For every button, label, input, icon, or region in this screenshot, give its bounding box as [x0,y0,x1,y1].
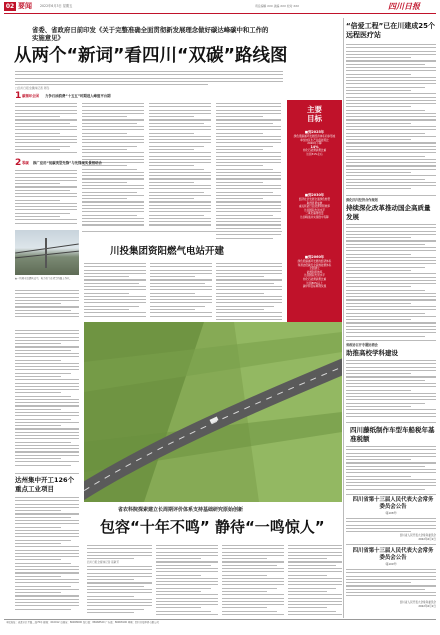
goal-2030 [290,193,339,220]
editor-line: 责任编辑 XXX 美编 XXX 校对 XXX [255,4,300,8]
masthead [0,0,440,13]
goal-year: ■到2025年 [304,130,325,134]
goal-line: 碳中和目标顺利实现 [302,285,327,289]
section-name: 要闻 [18,2,32,10]
lead-kicker: 省委、省政府日前印发《关于完整准确全面贯彻新发展理念做好碳达峰碳中和工作的实施意见》 [32,26,269,43]
right-s1-headline: “倍爱工程”已在川建成25个远程医疗站 [346,22,435,39]
goal-line: 经济社会发展全面绿色转型 [298,198,331,201]
dazhou-headline: 达州集中开工126个重点工业项目 [15,476,75,493]
sub-heading-2 [15,160,215,168]
notice-1-date: 2022年6月2日 [418,538,436,541]
footer-info: 本报地址：成都市红星路二段70号 邮编：610012 总编室：86968000 发行部：86968520 广告部：86968100 印刷：四川日报印务有限公司 [6,621,159,624]
divider [346,340,436,341]
goal-line: 二氧化碳排放量 [305,212,324,216]
right-s2-kicker: 深化四川经济合作规划 [346,198,378,202]
lead-body-col-4 [216,103,281,240]
lead-photo [15,230,79,275]
masthead-rule [4,13,436,14]
key-points-box [287,100,342,345]
lead-byline: □四川日报全媒体记者 周冬 [15,86,50,90]
notice-1-headline: 四川省第十三届人民代表大会常务委员会公告 [352,497,434,510]
goal-year: ■到2030年 [304,193,325,197]
middle-body-col-1 [84,263,146,319]
goal-line: 2020年下降 [307,142,322,146]
right-s4-body [346,446,436,492]
column-divider [343,18,344,618]
notice-2-body [346,569,436,599]
notice-2-date: 2022年6月2日 [418,605,436,608]
lead-intro-text [15,71,283,87]
divider [82,231,282,232]
goal-line: 达到国际先进水平 [304,274,325,278]
goal-2060 [290,255,339,289]
notice-1-sign: 四川省人民代表大会常务委员会 [399,534,436,537]
lead-headline: 从两个“新词”看四川“双碳”路线图 [14,46,288,66]
goal-year: ■到2060年 [304,255,325,259]
lead-body-col-1 [15,103,77,157]
feature-photo [84,322,342,502]
goal-line: 14% [310,144,319,149]
goal-line: 达到国际先进水平 [304,208,325,212]
bottom-byline: 四川日报全媒体记者 寇敏芳 [87,561,119,564]
goal-line: 取得显著成效 [306,201,323,205]
sub-heading-2-label: 零碳 [22,161,29,165]
notice-2-number: （第109号） [383,563,399,566]
bottom-headline: 包容“十年不鸣” 静待“一鸣惊人” [100,518,325,536]
goal-line: 达到31%左右 [306,152,323,156]
sub-heading-1 [15,93,215,101]
notice-1-number: （第108号） [383,512,399,515]
bottom-body-col-3 [222,545,284,617]
sub-heading-1-text: 力争石油消费“十五五”时期进入峰值平台期 [45,94,111,98]
sub-heading-1-label: 碳循环全国 [22,94,39,98]
lead-body-col-1c [15,290,79,320]
bottom-kicker: 省农科院探索建立长周期评价体系支持基础研究原始创新 [118,507,244,513]
page-number-badge: 02 [5,3,15,10]
date-line: 2022年6月3日 星期五 [40,4,73,8]
divider [346,422,436,423]
feature-photo-illustration [84,322,342,502]
sub-heading-1-number: 1 [15,91,22,101]
goal-line: 绿色低碳循环发展的经济体系 [297,260,332,263]
key-points-title: 主要 [307,105,322,114]
sub-heading-2-text: 推广应用“低碳类型先锋”与先锋现实景相结合 [33,161,102,165]
photo-caption: ▲一线城市巡逻执法中，电力员工在架空线路上作业。 [15,277,72,280]
goal-line: 重点耗能行业能源利用效率 [298,205,331,209]
right-s2-headline: 持续深化改革推动国企高质量发展 [346,204,431,221]
goal-line: 绿色低碳循环发展经济体系初步形成 [293,135,336,138]
bottom-body-col-2 [156,545,218,617]
goal-line: 达到峰值并实现稳中有降 [300,215,329,219]
right-s3-body [346,360,436,420]
paper-name: 四川日报 [388,1,420,11]
right-s4-headline: 四川藤纸制作车型车船税年基准税额 [350,426,435,443]
middle-headline: 川投集团资阳燃气电站开建 [110,246,225,257]
lead-body-col-1b [15,170,77,228]
goal-line: 非化石能源消费比重 [302,277,327,281]
notice-2-headline: 四川省第十三届人民代表大会常务委员会公告 [352,548,434,561]
left-col-text [15,330,79,470]
notice-1-body [346,518,436,534]
bottom-body-col-1 [87,566,152,616]
goal-line: 和清洁低碳安全高效能源体系 [297,263,332,267]
bottom-body-col-4 [288,545,342,617]
divider [346,195,436,196]
key-points-title-2: 目标 [307,114,322,123]
goal-line: 达到80%以上 [306,281,323,285]
notice-2-sign: 四川省人民代表大会常务委员会 [399,601,436,604]
bottom-intro [87,545,152,561]
goal-2025 [290,130,339,157]
divider [15,473,79,474]
middle-body-col-2 [150,263,212,319]
right-s1-body [346,44,436,194]
right-s2-body [346,224,436,339]
right-s3-headline: 助推高校学科建设 [346,349,398,357]
sub-heading-2-number: 2 [15,158,22,168]
divider [346,544,436,545]
goal-line: 非化石能源消费比重 [302,149,327,153]
right-s3-kicker: 省政协召开专题协商会 [346,343,378,347]
dazhou-body [15,497,79,615]
divider [346,494,436,495]
goal-line: 单位地区生产总值能耗比 [300,138,329,142]
footer-rule [4,619,436,620]
goal-line: 能源利用效率 [306,270,323,274]
goal-line: 全面建立 [309,267,320,271]
